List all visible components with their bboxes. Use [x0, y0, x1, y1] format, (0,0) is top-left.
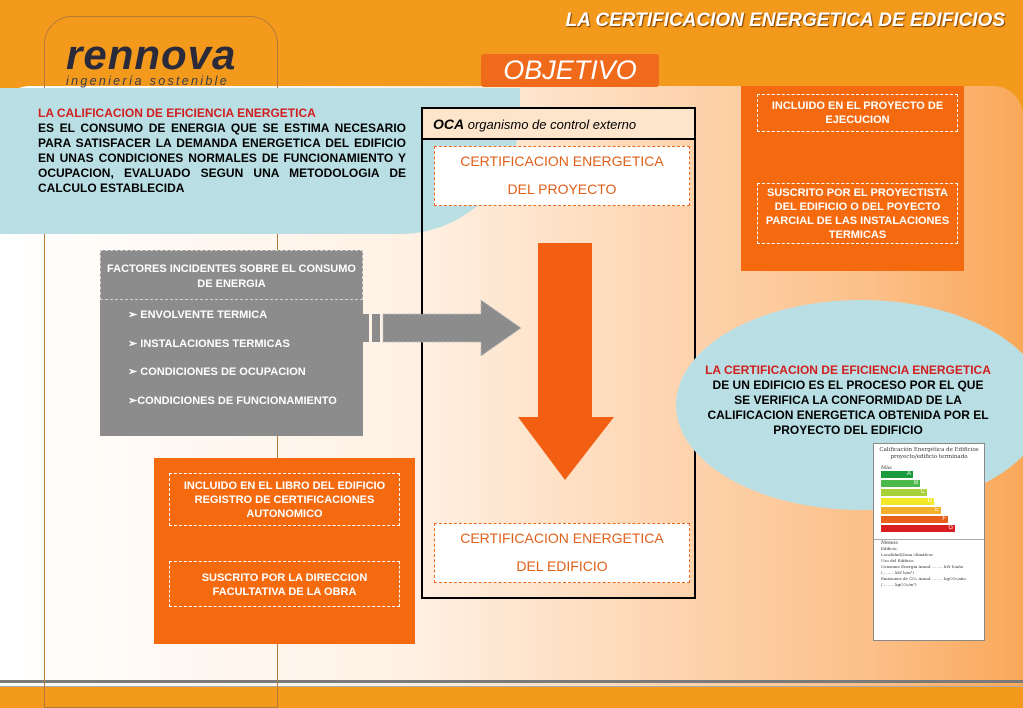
proceso-heading: LA CERTIFICACION DE EFICIENCIA ENERGETICA [705, 363, 991, 377]
factors-heading: FACTORES INCIDENTES SOBRE EL CONSUMO DE ENERGIA [100, 250, 363, 300]
factor-item: ➢ CONDICIONES DE OCUPACION [128, 366, 306, 378]
label-field: Emisiones de CO₂ Anual: ........ kgCO₂/año [881, 576, 966, 581]
calificacion-heading: LA CALIFICACION DE EFICIENCIA ENERGETICA [38, 106, 316, 120]
label-bars [881, 471, 984, 535]
factor-item: ➢CONDICIONES DE FUNCIONAMIENTO [128, 395, 337, 407]
cert-edificio-box [434, 523, 690, 583]
cert-edificio-line1: CERTIFICACION ENERGETICA [460, 530, 664, 546]
label-field: Edificio: [881, 546, 898, 551]
incluido-proyecto-box: INCLUIDO EN EL PROYECTO DE EJECUCION [757, 94, 958, 132]
logo [46, 18, 274, 88]
label-subtitle: proyecto/edificio terminado [890, 454, 968, 460]
energy-label-image [873, 443, 985, 641]
proceso-definition [683, 363, 1013, 438]
calificacion-definition [38, 106, 406, 196]
label-bar-f: F [881, 516, 948, 523]
right-arrow-icon [363, 300, 521, 356]
label-field: Localidad/Zona climática: [881, 552, 934, 557]
proceso-body: DE UN EDIFICIO ES EL PROCESO POR EL QUE SE VERIFICA LA CONFORMIDAD DE LA CALIFICACION ENERGETICA OBTENIDA POR EL PROYECTO DEL EDIFICIO [707, 378, 989, 437]
cert-proyecto-box [434, 146, 690, 206]
label-fields [874, 546, 984, 588]
logo-wordmark: rennova [66, 31, 237, 78]
label-top: Más [881, 465, 892, 471]
factor-item: ➢ INSTALACIONES TERMICAS [128, 338, 290, 350]
down-arrow-icon [518, 243, 614, 480]
label-field: (......... kW h/m²) [881, 570, 914, 575]
cert-edificio-line2: DEL EDIFICIO [516, 558, 608, 574]
logo-tagline: ingeniería sostenible [66, 74, 229, 88]
oca-header [421, 107, 696, 140]
suscrito-direccion-box: SUSCRITO POR LA DIRECCION FACULTATIVA DE LA OBRA [169, 561, 400, 607]
label-bar-b: B [881, 480, 920, 487]
label-bar-d: D [881, 498, 934, 505]
oca-abbr: OCA [433, 116, 465, 132]
objetivo-badge: OBJETIVO [481, 54, 659, 87]
incluido-libro-box: INCLUIDO EN EL LIBRO DEL EDIFICIO REGISTRO DE CERTIFICACIONES AUTONOMICO [169, 473, 400, 526]
label-field: (......... kgCO₂/m²) [881, 582, 917, 587]
suscrito-proyectista-box: SUSCRITO POR EL PROYECTISTA DEL EDIFICIO O DEL POYECTO PARCIAL DE LAS INSTALACIONES TERMICAS [757, 183, 958, 244]
label-bar-e: E [881, 507, 941, 514]
page-title: LA CERTIFICACION ENERGETICA DE EDIFICIOS [565, 10, 1005, 31]
cert-proyecto-line2: DEL PROYECTO [507, 181, 617, 197]
factor-item: ➢ ENVOLVENTE TERMICA [128, 309, 268, 321]
label-bar-c: C [881, 489, 927, 496]
label-bottom: Menos [874, 539, 984, 546]
label-field: Consumo Energía Anual: ........ kW h/año [881, 564, 964, 569]
label-bar-g: G [881, 525, 955, 532]
label-field: Uso del Edificio: [881, 558, 915, 563]
oca-desc: organismo de control externo [467, 117, 637, 132]
label-title: Calificación Energética de Edificios [879, 447, 979, 453]
label-bar-a: A [881, 471, 913, 478]
calificacion-body: ES EL CONSUMO DE ENERGIA QUE SE ESTIMA NECESARIO PARA SATISFACER LA DEMANDA ENERGETICA DEL EDIFICIO EN UNAS CONDICIONES NORMALES DE FUNCIONAMIENTO Y OCUPACION, EVALUADO SEGUN UNA METODOLOGIA DE CALCULO ESTABLECIDA [38, 121, 406, 195]
cert-proyecto-line1: CERTIFICACION ENERGETICA [460, 153, 664, 169]
